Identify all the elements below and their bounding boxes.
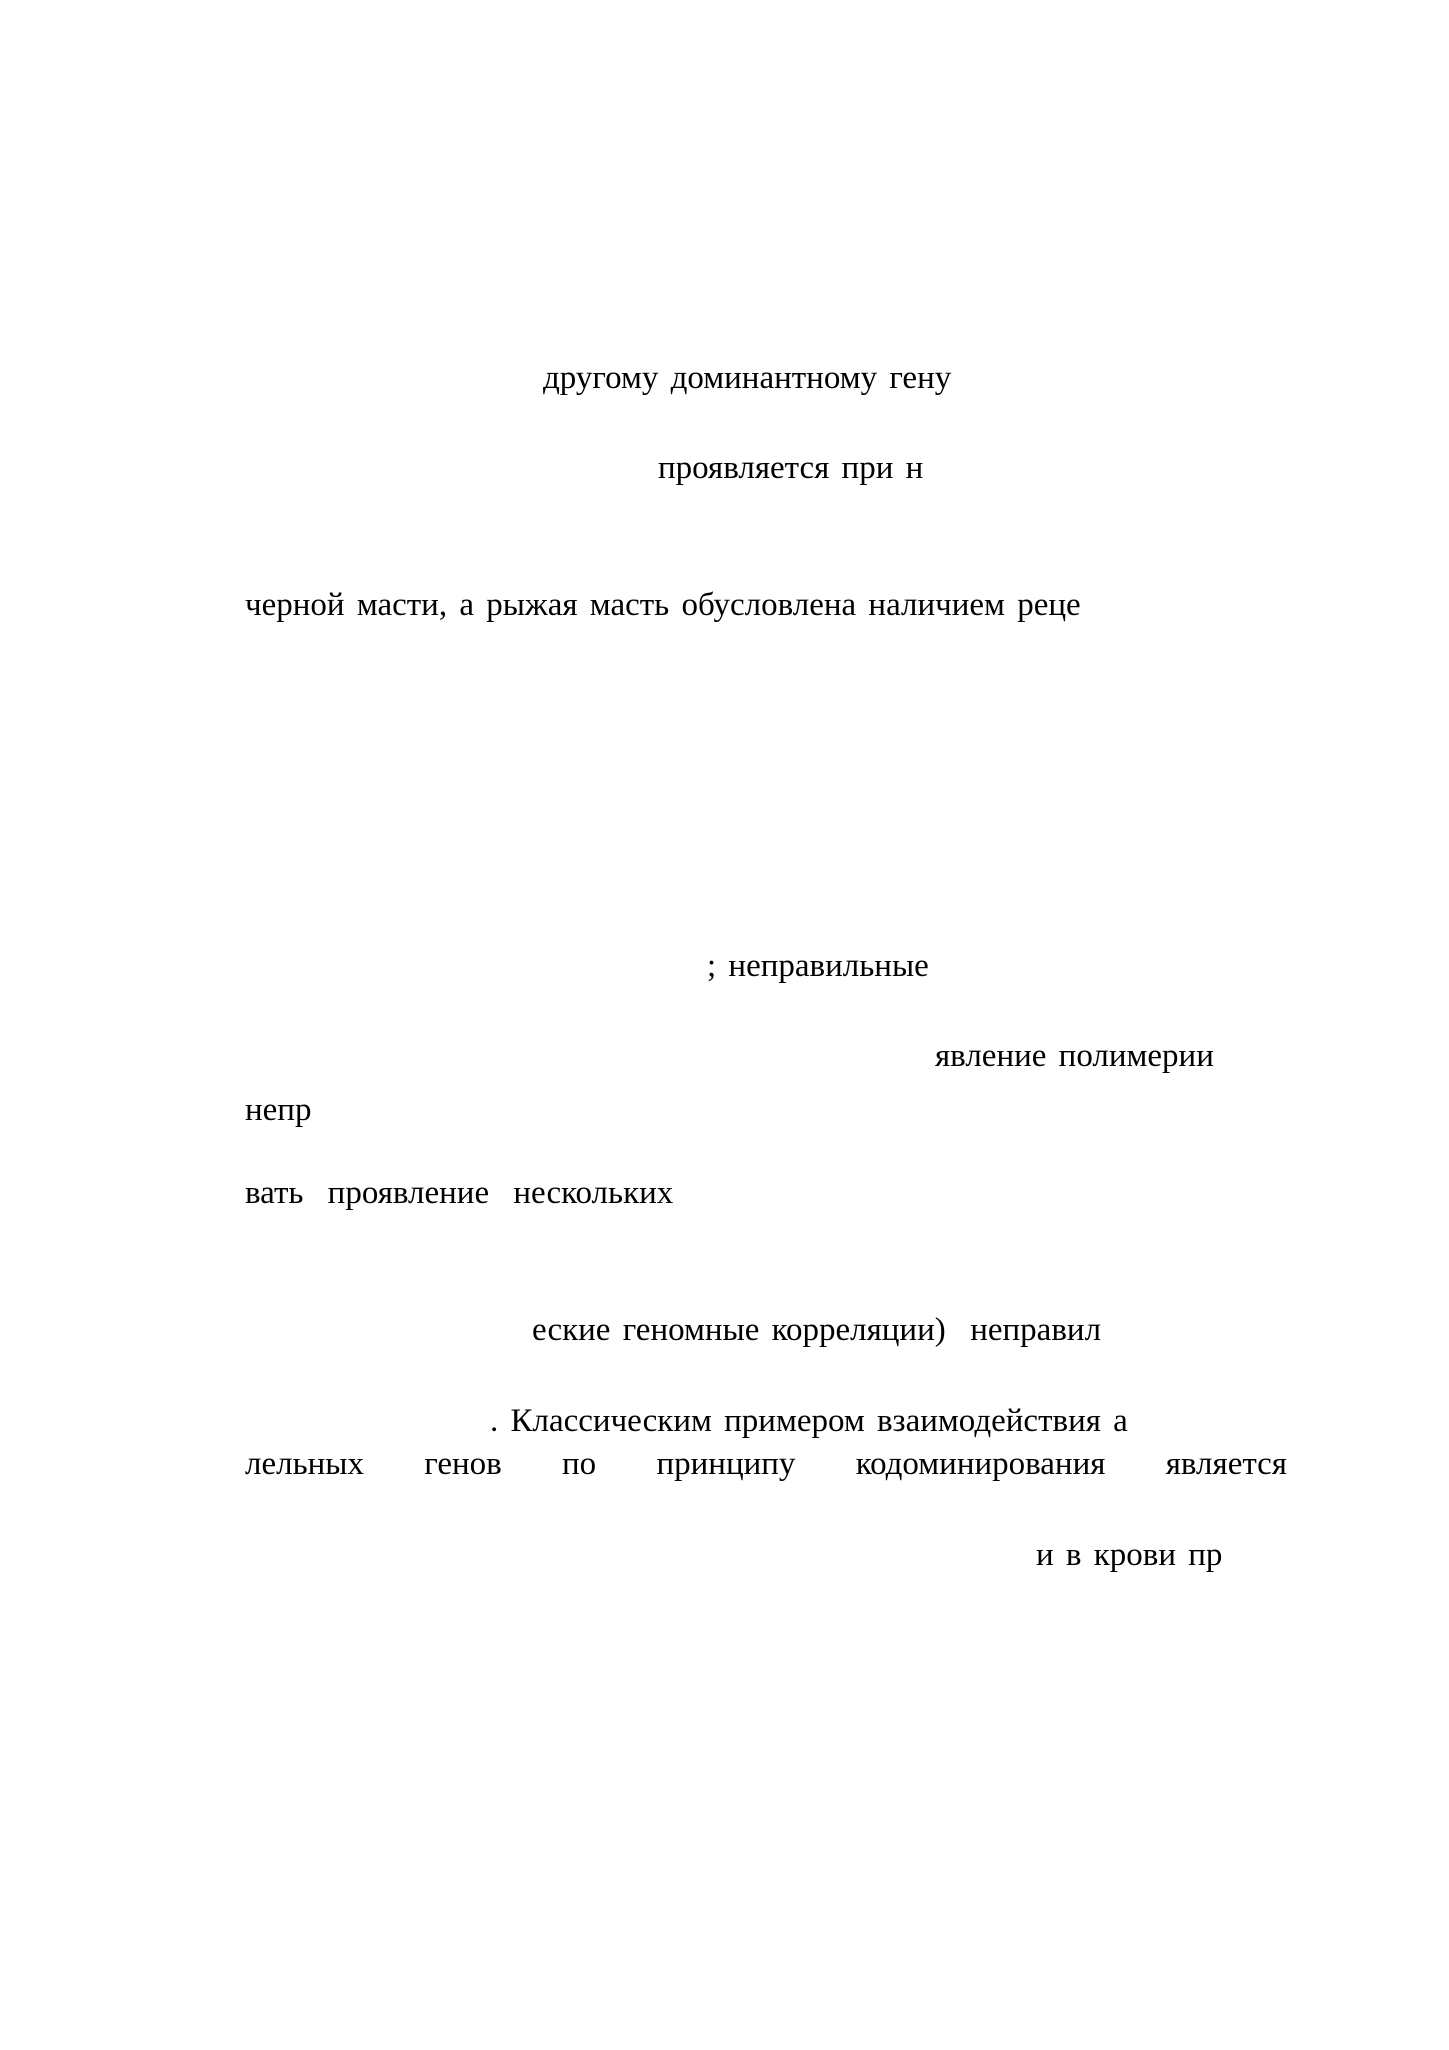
text-fragment-9: . Классическим примером взаимодействия а (490, 1403, 1128, 1439)
text-fragment-7: вать проявление нескольких (245, 1175, 674, 1211)
text-fragment-3: черной масти, а рыжая масть обусловлена наличием реце (245, 587, 1081, 623)
text-fragment-2: проявляется при н (658, 450, 924, 486)
text-fragment-8: еские геномные корреляции) неправил (532, 1312, 1102, 1348)
text-fragment-4: ; неправильные (707, 948, 929, 984)
text-fragment-10: лельных генов по принципу кодоминирования является (245, 1446, 1287, 1482)
text-fragment-11: и в крови пр (1036, 1537, 1223, 1573)
text-fragment-6: непр (245, 1092, 312, 1128)
text-fragment-1: другому доминантному гену (543, 360, 952, 396)
text-fragment-5: явление полимерии (935, 1038, 1214, 1074)
